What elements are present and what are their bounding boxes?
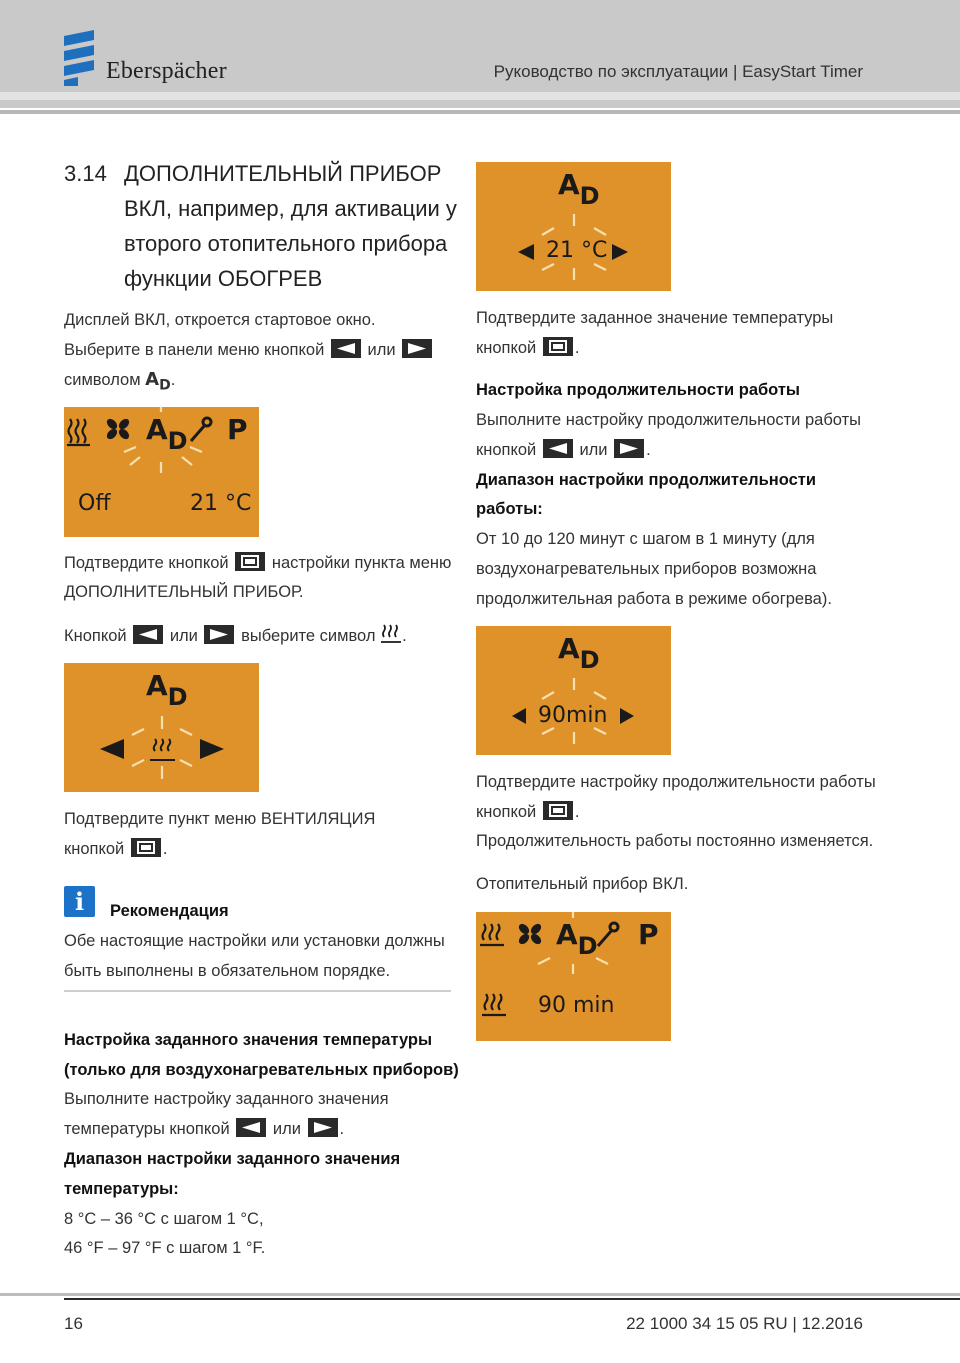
subheading: Настройка заданного значения температуры (64, 1031, 433, 1049)
paragraph (476, 435, 651, 465)
paragraph: Подтвердите пункт меню ВЕНТИЛЯЦИЯ (64, 810, 376, 828)
ad-symbol (146, 669, 188, 711)
left-button-icon (236, 1118, 266, 1137)
section-number: 3.14 (64, 161, 107, 186)
subheading: температуры: (64, 1180, 179, 1198)
display-duration-setting (476, 626, 671, 755)
paragraph: Продолжительность работы постоянно изменяется. (476, 832, 874, 850)
brand-name: Eberspächer (106, 58, 227, 84)
info-text: быть выполнены в обязательном порядке. (64, 962, 391, 980)
paragraph: Выполните настройку продолжительности работы (476, 411, 862, 429)
fan-icon (105, 417, 131, 441)
text-span: настройки пункта меню (271, 554, 452, 572)
subheading: работы: (476, 500, 543, 518)
footer-rule (0, 1293, 960, 1296)
text-span: Подтвердите кнопкой (64, 554, 229, 572)
text-span: . (646, 441, 651, 459)
ad-symbol-icon (145, 369, 171, 394)
subheading: (только для воздухонагревательных приборов) (64, 1061, 459, 1079)
divider (64, 990, 451, 992)
p-symbol: P (638, 918, 659, 951)
header-title: Руководство по эксплуатации | EasyStart Timer (493, 62, 863, 81)
text-span: символом (64, 371, 141, 389)
p-symbol: P (227, 413, 248, 446)
paragraph: Дисплей ВКЛ, откроется стартовое окно. (64, 311, 376, 329)
text-span: выберите символ (241, 627, 376, 645)
paragraph (64, 365, 175, 401)
info-icon (64, 886, 95, 917)
heat-icon (67, 419, 90, 445)
ad-symbol (146, 413, 188, 455)
footer-rule (64, 1298, 960, 1300)
display-status: Off (78, 491, 111, 516)
paragraph: 8 °C – 36 °C с шагом 1 °C, (64, 1210, 264, 1228)
left-button-icon (133, 625, 163, 644)
paragraph (64, 548, 451, 578)
ok-button-icon (543, 801, 573, 820)
display-temp-setting (476, 162, 671, 291)
ad-letter: A (556, 918, 578, 951)
text-span: Выберите в панели меню кнопкой (64, 341, 325, 359)
right-button-icon (614, 439, 644, 458)
paragraph: Подтвердите заданное значение температуры (476, 309, 834, 327)
subheading: Диапазон настройки продолжительности (476, 471, 817, 489)
text-span: . (574, 339, 580, 357)
text-span: кнопкой (476, 441, 537, 459)
text-span: температуры кнопкой (64, 1120, 230, 1138)
ok-button-icon (235, 552, 265, 571)
ad-sub-letter: D (167, 427, 188, 455)
display-duration: 90 min (538, 993, 615, 1018)
display-heater-on (476, 912, 671, 1041)
text-span: или (272, 1120, 301, 1138)
ad-sub-letter: D (579, 646, 600, 674)
paragraph: ДОПОЛНИТЕЛЬНЫЙ ПРИБОР. (64, 583, 304, 601)
text-span: кнопкой (64, 840, 125, 858)
display-duration: 90min (538, 703, 608, 728)
arrow-left-icon (512, 708, 526, 724)
paragraph (476, 797, 579, 827)
left-button-icon (331, 339, 361, 358)
ad-sub-letter: D (159, 377, 171, 394)
display-select-heat (64, 663, 259, 792)
header-rule (0, 110, 960, 114)
text-span: или (367, 341, 396, 359)
text-span: или (579, 441, 608, 459)
paragraph (64, 834, 167, 864)
ad-letter: A (558, 168, 580, 201)
text-span: кнопкой (476, 339, 537, 357)
heat-icon (482, 994, 506, 1015)
text-span: . (574, 803, 580, 821)
ad-letter: A (146, 413, 168, 446)
wrench-icon (598, 923, 618, 946)
paragraph: Отопительный прибор ВКЛ. (476, 875, 689, 893)
ad-symbol (558, 632, 600, 674)
ok-button-icon (131, 838, 161, 857)
ad-letter: A (145, 369, 160, 390)
header-band (0, 92, 960, 100)
text-span: Кнопкой (64, 627, 127, 645)
heat-icon (480, 924, 504, 945)
heat-icon (380, 623, 402, 645)
ok-button-icon (543, 337, 573, 356)
document-number: 22 1000 34 15 05 RU | 12.2016 (626, 1314, 863, 1333)
blink-rays (132, 716, 192, 779)
right-button-icon (308, 1118, 338, 1137)
page-number: 16 (64, 1314, 83, 1333)
arrow-right-icon (620, 708, 634, 724)
wrench-icon (191, 418, 211, 441)
text-span: . (170, 371, 176, 389)
text-span: . (402, 627, 407, 645)
right-button-icon (204, 625, 234, 644)
ad-sub-letter: D (167, 683, 188, 711)
ad-sub-letter: D (577, 932, 598, 960)
ad-sub-letter: D (579, 182, 600, 210)
eberspaecher-logo-icon (64, 30, 98, 86)
subheading: Настройка продолжительности работы (476, 381, 801, 399)
info-title: Рекомендация (110, 902, 229, 920)
ad-letter: A (558, 632, 580, 665)
section-title: ДОПОЛНИТЕЛЬНЫЙ ПРИБОР ВКЛ, например, для активации у второго отопительного прибора функции ОБОГРЕВ (124, 161, 457, 291)
display-temperature: 21 °C (190, 491, 252, 516)
subheading: Диапазон настройки заданного значения (64, 1150, 401, 1168)
paragraph: 46 °F – 97 °F с шагом 1 °F. (64, 1239, 266, 1257)
display-temperature: 21 °C (546, 238, 608, 263)
display-menu-bar (64, 407, 259, 537)
paragraph: От 10 до 120 минут с шагом в 1 минуту (для (476, 530, 815, 548)
paragraph (64, 1114, 344, 1144)
paragraph (476, 333, 579, 363)
ad-symbol (556, 918, 598, 960)
ad-letter: A (146, 669, 168, 702)
text-span: . (162, 840, 168, 858)
info-text: Обе настоящие настройки или установки должны (64, 932, 445, 950)
paragraph (64, 335, 434, 365)
text-span: кнопкой (476, 803, 537, 821)
paragraph (64, 621, 407, 651)
paragraph: продолжительная работа в режиме обогрева). (476, 590, 832, 608)
left-button-icon (543, 439, 573, 458)
arrow-right-icon (612, 244, 628, 260)
fan-icon (517, 922, 543, 946)
arrow-left-icon (518, 244, 534, 260)
arrow-left-icon (100, 739, 124, 759)
paragraph: воздухонагревательных приборов возможна (476, 560, 817, 578)
text-span: или (169, 627, 198, 645)
paragraph: Подтвердите настройку продолжительности работы (476, 773, 876, 791)
heat-icon (150, 739, 175, 760)
ad-symbol (558, 168, 600, 210)
text-span: . (339, 1120, 345, 1138)
info-letter: i (74, 887, 85, 916)
paragraph: Выполните настройку заданного значения (64, 1090, 389, 1108)
arrow-right-icon (200, 739, 224, 759)
right-button-icon (402, 339, 432, 358)
